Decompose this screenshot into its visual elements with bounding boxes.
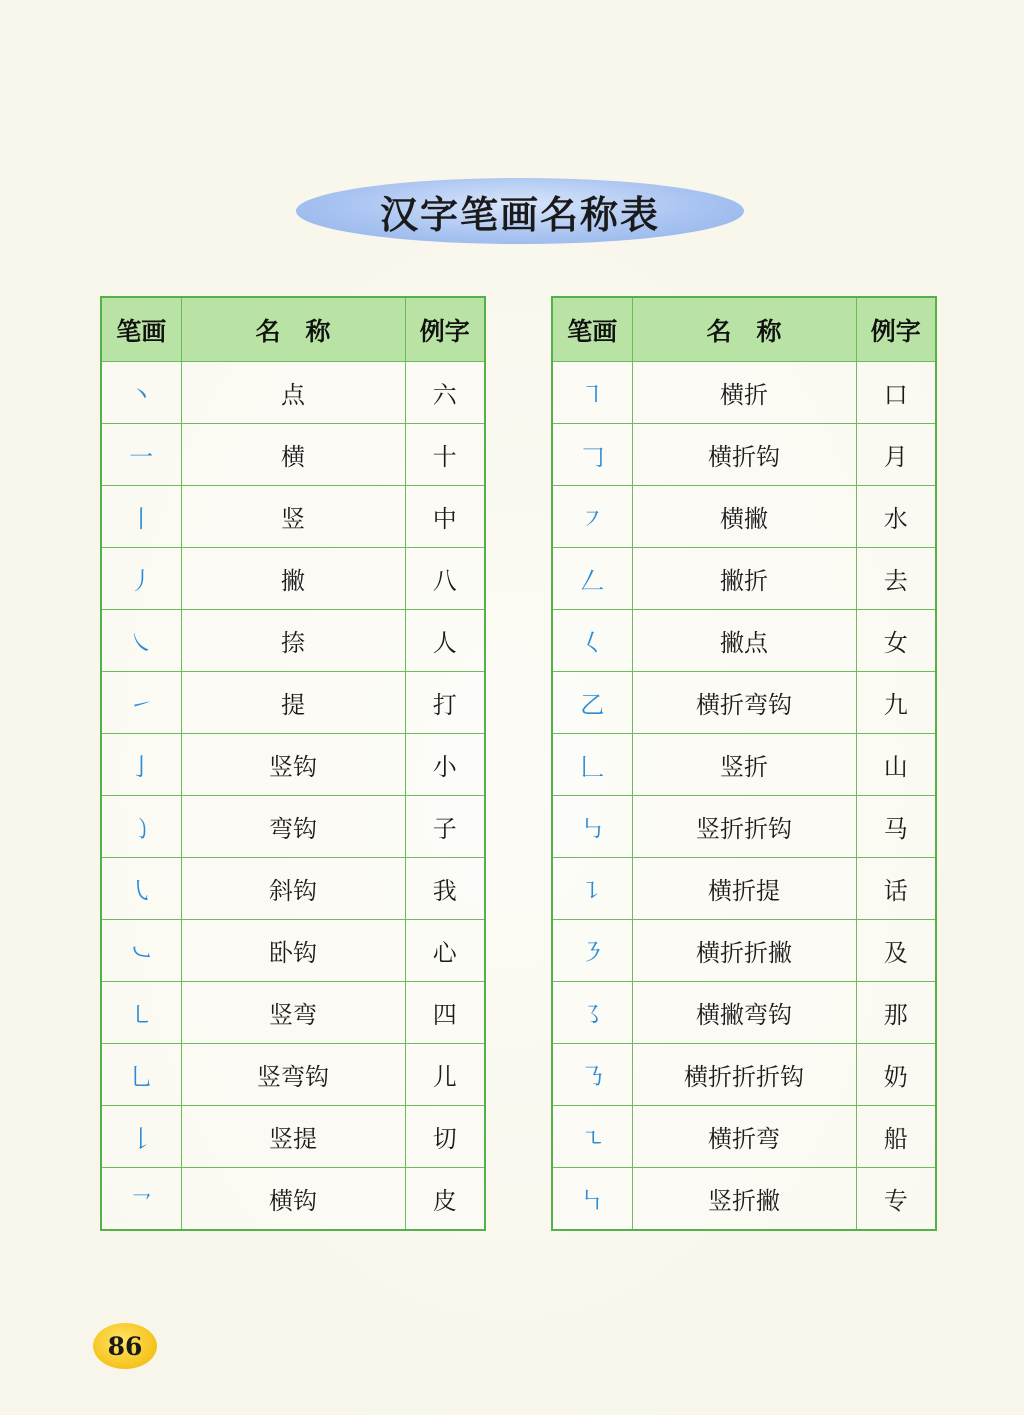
table-row: [552, 424, 936, 486]
example-character: 月: [856, 424, 936, 486]
stroke-name: 横钩: [181, 1168, 405, 1231]
stroke-name: 横折弯钩: [632, 672, 856, 734]
example-character: 船: [856, 1106, 936, 1168]
table-row: [101, 672, 485, 734]
table-row: [552, 1106, 936, 1168]
example-character: 心: [405, 920, 485, 982]
stroke-name: 竖折撇: [632, 1168, 856, 1231]
example-character: 山: [856, 734, 936, 796]
stroke-glyph: 乙: [552, 672, 632, 734]
stroke-glyph: ㇡: [552, 1044, 632, 1106]
stroke-glyph: ㇀: [101, 672, 181, 734]
page-title: 汉字笔画名称表: [379, 192, 660, 237]
stroke-glyph: ㇍: [552, 1106, 632, 1168]
stroke-name: 横折: [632, 362, 856, 424]
stroke-name: 横折钩: [632, 424, 856, 486]
stroke-glyph: 𠄌: [101, 1106, 181, 1168]
stroke-name: 横撇: [632, 486, 856, 548]
stroke-name: 斜钩: [181, 858, 405, 920]
stroke-name: 横折折折钩: [632, 1044, 856, 1106]
example-character: 十: [405, 424, 485, 486]
stroke-glyph: ㇊: [552, 858, 632, 920]
header-name: 名 称: [181, 297, 405, 362]
example-character: 话: [856, 858, 936, 920]
stroke-name: 横撇弯钩: [632, 982, 856, 1044]
stroke-name: 卧钩: [181, 920, 405, 982]
table-row: [101, 610, 485, 672]
stroke-name: 竖钩: [181, 734, 405, 796]
example-character: 九: [856, 672, 936, 734]
table-row: [101, 1106, 485, 1168]
stroke-name: 竖弯钩: [181, 1044, 405, 1106]
table-row: [101, 1044, 485, 1106]
table-row: [101, 362, 485, 424]
stroke-name: 横折折撇: [632, 920, 856, 982]
header-name: 名 称: [632, 297, 856, 362]
stroke-name: 横折弯: [632, 1106, 856, 1168]
title-banner: [296, 178, 744, 244]
stroke-glyph: ㇁: [101, 796, 181, 858]
stroke-glyph: ㇃: [101, 920, 181, 982]
example-character: 人: [405, 610, 485, 672]
stroke-glyph: 乚: [101, 1044, 181, 1106]
stroke-glyph: ㇋: [552, 920, 632, 982]
table-row: [101, 734, 485, 796]
stroke-name: 横: [181, 424, 405, 486]
table-row: [552, 734, 936, 796]
stroke-glyph: ㇌: [552, 982, 632, 1044]
stroke-glyph: 亅: [101, 734, 181, 796]
stroke-glyph: 𡿨: [552, 610, 632, 672]
stroke-glyph: 丿: [101, 548, 181, 610]
header-stroke: 笔画: [101, 297, 181, 362]
table-row: [101, 920, 485, 982]
stroke-glyph: ㇞: [552, 1168, 632, 1231]
table-row: [101, 486, 485, 548]
example-character: 中: [405, 486, 485, 548]
table-body-left: [101, 362, 485, 1231]
example-character: 马: [856, 796, 936, 858]
example-character: 打: [405, 672, 485, 734]
table-row: [101, 548, 485, 610]
example-character: 奶: [856, 1044, 936, 1106]
stroke-glyph: 𠃊: [552, 734, 632, 796]
stroke-name: 提: [181, 672, 405, 734]
stroke-glyph: ㇄: [101, 982, 181, 1044]
table-row: [101, 796, 485, 858]
table-row: [552, 548, 936, 610]
example-character: 六: [405, 362, 485, 424]
example-character: 女: [856, 610, 936, 672]
example-character: 子: [405, 796, 485, 858]
stroke-name: 竖折: [632, 734, 856, 796]
example-character: 皮: [405, 1168, 485, 1231]
stroke-name: 横折提: [632, 858, 856, 920]
table-body-right: [552, 362, 936, 1231]
table-row: [101, 1168, 485, 1231]
example-character: 去: [856, 548, 936, 610]
table-row: [552, 982, 936, 1044]
stroke-glyph: ㇖: [101, 1168, 181, 1231]
stroke-table-right: [551, 296, 937, 1231]
example-character: 水: [856, 486, 936, 548]
stroke-name: 撇: [181, 548, 405, 610]
stroke-glyph: ㇕: [552, 362, 632, 424]
example-character: 切: [405, 1106, 485, 1168]
table-row: [552, 1044, 936, 1106]
stroke-glyph: ㇇: [552, 486, 632, 548]
stroke-name: 捺: [181, 610, 405, 672]
table-row: [552, 920, 936, 982]
table-row: [552, 1168, 936, 1231]
table-row: [552, 362, 936, 424]
header-example: 例字: [856, 297, 936, 362]
stroke-name: 撇折: [632, 548, 856, 610]
example-character: 口: [856, 362, 936, 424]
stroke-glyph: 一: [101, 424, 181, 486]
example-character: 小: [405, 734, 485, 796]
stroke-glyph: ㇉: [552, 796, 632, 858]
stroke-name: 撇点: [632, 610, 856, 672]
table-row: [101, 982, 485, 1044]
example-character: 儿: [405, 1044, 485, 1106]
table-row: [101, 858, 485, 920]
stroke-name: 点: [181, 362, 405, 424]
table-row: [552, 796, 936, 858]
stroke-glyph: ㇂: [101, 858, 181, 920]
example-character: 那: [856, 982, 936, 1044]
stroke-glyph: 𠃌: [552, 424, 632, 486]
stroke-name: 竖折折钩: [632, 796, 856, 858]
example-character: 专: [856, 1168, 936, 1231]
stroke-glyph: 𠃋: [552, 548, 632, 610]
page-number-badge: [93, 1323, 157, 1369]
stroke-name: 竖弯: [181, 982, 405, 1044]
table-row: [552, 486, 936, 548]
stroke-glyph: 丨: [101, 486, 181, 548]
table-header-row: [101, 297, 485, 362]
table-row: [552, 672, 936, 734]
example-character: 八: [405, 548, 485, 610]
stroke-name: 弯钩: [181, 796, 405, 858]
table-row: [101, 424, 485, 486]
example-character: 及: [856, 920, 936, 982]
header-stroke: 笔画: [552, 297, 632, 362]
stroke-glyph: 丶: [101, 362, 181, 424]
table-row: [552, 610, 936, 672]
example-character: 我: [405, 858, 485, 920]
table-header-row: [552, 297, 936, 362]
header-example: 例字: [405, 297, 485, 362]
example-character: 四: [405, 982, 485, 1044]
stroke-name: 竖提: [181, 1106, 405, 1168]
stroke-name: 竖: [181, 486, 405, 548]
stroke-table-left: [100, 296, 486, 1231]
page-number: 86: [107, 1331, 143, 1361]
stroke-glyph: ㇏: [101, 610, 181, 672]
table-row: [552, 858, 936, 920]
